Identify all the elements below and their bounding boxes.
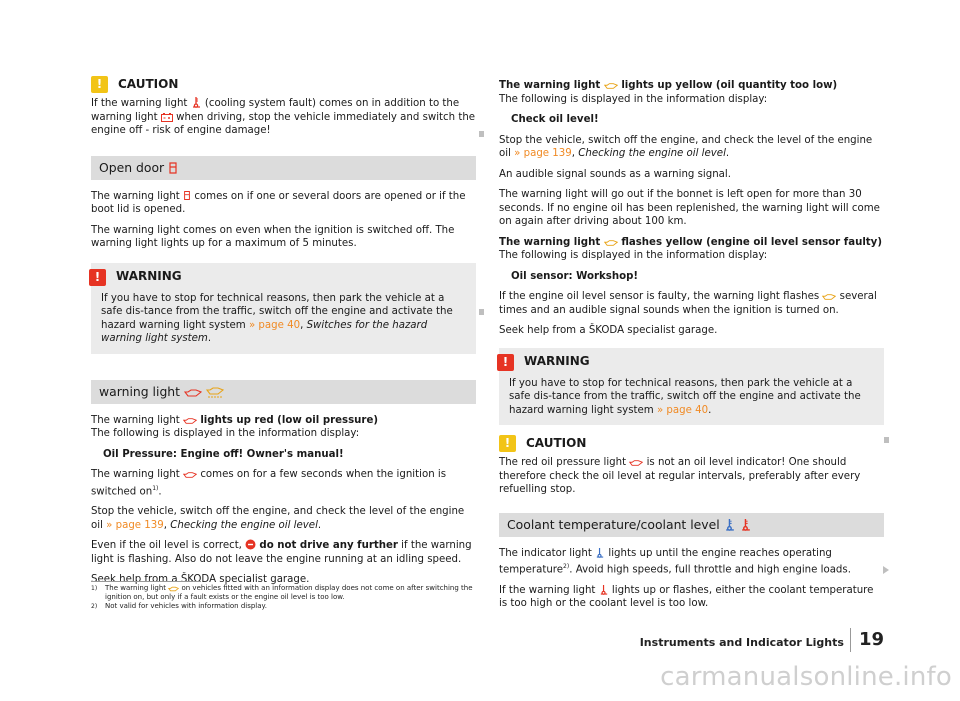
- coolant-temp-icon: [595, 548, 605, 558]
- oil-level-icon: [206, 386, 224, 398]
- paragraph: The following is displayed in the information display:: [499, 250, 768, 261]
- caution-icon: !: [91, 76, 108, 93]
- display-message: Oil sensor: Workshop!: [511, 270, 639, 282]
- page-footer: [640, 628, 884, 652]
- warning-label: WARNING: [524, 354, 590, 369]
- caution-heading: [91, 76, 476, 93]
- warning-icon: !: [497, 354, 514, 371]
- paragraph: The warning light comes on if one or several doors are opened or if the boot lid is opened.: [91, 190, 466, 215]
- paragraph: An audible signal sounds as a warning signal.: [499, 168, 731, 180]
- paragraph: The warning light flashes yellow (engine oil level sensor faulty): [499, 236, 882, 248]
- door-icon: [183, 190, 191, 201]
- oil-can-icon: [183, 417, 197, 425]
- continue-arrow-icon: [883, 566, 889, 574]
- oil-can-icon: [168, 586, 179, 592]
- stop-icon: [245, 539, 256, 550]
- footnotes: [91, 584, 491, 611]
- warning-box: [499, 348, 884, 426]
- right-column: [499, 79, 884, 618]
- section-open-door: [91, 156, 476, 180]
- page-link[interactable]: » page 40: [656, 404, 709, 416]
- page-link[interactable]: » page 139: [514, 148, 572, 159]
- caution-label: CAUTION: [526, 435, 587, 450]
- left-column: [91, 76, 476, 594]
- end-mark: [479, 131, 484, 137]
- warning-heading: [91, 269, 476, 286]
- section-oil-warning: [91, 380, 476, 404]
- end-mark: [479, 309, 484, 315]
- warning-icon: !: [89, 269, 106, 286]
- battery-icon: [161, 113, 173, 122]
- footnote: 2) Not valid for vehicles with information display.: [91, 602, 267, 610]
- paragraph: Seek help from a ŠKODA specialist garage.: [499, 325, 718, 336]
- warning-text: If you have to stop for technical reasons, then park the vehicle at a safe dis-tance from the traffic, switch off the engine and activate the hazard warning light system » page 40.: [509, 377, 861, 416]
- door-icon: [168, 162, 178, 174]
- oil-level-icon: [604, 82, 618, 90]
- caution-text: The red oil pressure light is not an oil level indicator! One should therefore check the oil level at regular intervals, preferably after every refuelling stop.: [499, 457, 861, 495]
- paragraph: The warning light will go out if the bonnet is left open for more than 30 seconds. If no engine oil has been replenished, the warning light will come on again after driving about 100 km.: [499, 189, 880, 227]
- coolant-temp-icon: [740, 519, 752, 531]
- footnote-ref[interactable]: 2): [563, 563, 570, 570]
- paragraph: Stop the vehicle, switch off the engine, and check the level of the engine oil » page 139, Checking the engine oil level.: [91, 506, 465, 531]
- page-number: 19: [850, 628, 884, 652]
- watermark: carmanualsonline.info: [660, 662, 952, 692]
- oil-can-icon: [629, 459, 643, 467]
- caution-icon: !: [499, 435, 516, 452]
- warning-box: [91, 263, 476, 354]
- footnote-ref[interactable]: 1): [152, 484, 159, 492]
- oil-can-icon: [183, 471, 197, 479]
- coolant-temp-icon: [191, 97, 202, 108]
- coolant-temp-icon: [724, 519, 736, 531]
- coolant-temp-icon: [599, 585, 609, 595]
- paragraph: Stop the vehicle, switch off the engine, and check the level of the engine oil » page 139, Checking the engine oil level.: [499, 134, 873, 159]
- paragraph: Even if the oil level is correct, do not drive any further if the warning light is flashing. Also do not leave the engine running at an idling speed.: [91, 540, 472, 565]
- section-title: warning light: [99, 383, 181, 399]
- section-title: Coolant temperature/coolant level: [507, 516, 720, 532]
- warning-text: If you have to stop for technical reasons, then park the vehicle at a safe dis-tance from the traffic, switch off the engine and activate the hazard warning light system » page 40, Switches for the hazard warning light system.: [101, 292, 453, 344]
- paragraph: Seek help from a ŠKODA specialist garage.: [91, 574, 310, 586]
- section-title: Open door: [99, 159, 165, 175]
- oil-level-icon: [822, 293, 836, 301]
- page-link[interactable]: » page 139: [106, 519, 164, 531]
- paragraph: The warning light lights up red (low oil pressure): [91, 414, 379, 426]
- caution-label: CAUTION: [118, 76, 179, 91]
- end-mark: [884, 437, 889, 443]
- footnote: 1) The warning light on vehicles fitted with an information display does not come on after switching the ignition on, but only if a fault exists or the engine oil level is too low.: [91, 584, 473, 601]
- section-coolant: [499, 513, 884, 537]
- paragraph: If the engine oil level sensor is faulty, the warning light flashes several times and an audible signal sounds when the ignition is turned on.: [499, 291, 877, 316]
- footer-section-title: Instruments and Indicator Lights: [639, 636, 844, 649]
- oil-can-icon: [184, 388, 202, 398]
- oil-level-icon: [604, 239, 618, 247]
- paragraph: If the warning light lights up or flashes, either the coolant temperature is too high or the coolant level is too low.: [499, 584, 874, 610]
- caution-text: If the warning light (cooling system fault) comes on in addition to the warning light when driving, stop the vehicle immediately and switch the engine off - risk of engine damage!: [91, 98, 476, 136]
- paragraph: The following is displayed in the information display:: [499, 93, 768, 105]
- footnote-rule: [91, 581, 201, 582]
- page-link[interactable]: » page 40: [248, 319, 301, 331]
- paragraph: The following is displayed in the information display:: [91, 428, 360, 439]
- warning-heading: [499, 354, 884, 371]
- paragraph: The indicator light lights up until the engine reaches operating temperature$^{2)}$. Avoid high speeds, full throttle and high engine loads.: [499, 547, 851, 576]
- display-message: Check oil level!: [511, 114, 599, 125]
- display-message: Oil Pressure: Engine off! Owner's manual!: [103, 448, 344, 460]
- caution-heading: [499, 435, 884, 452]
- paragraph: The warning light lights up yellow (oil quantity too low): [499, 80, 838, 91]
- paragraph: The warning light comes on for a few seconds when the ignition is switched $on^{1)}$.: [91, 469, 447, 497]
- paragraph: The warning light comes on even when the ignition is switched off. The warning light lights up for a maximum of 5 minutes.: [91, 224, 455, 249]
- warning-label: WARNING: [116, 269, 182, 284]
